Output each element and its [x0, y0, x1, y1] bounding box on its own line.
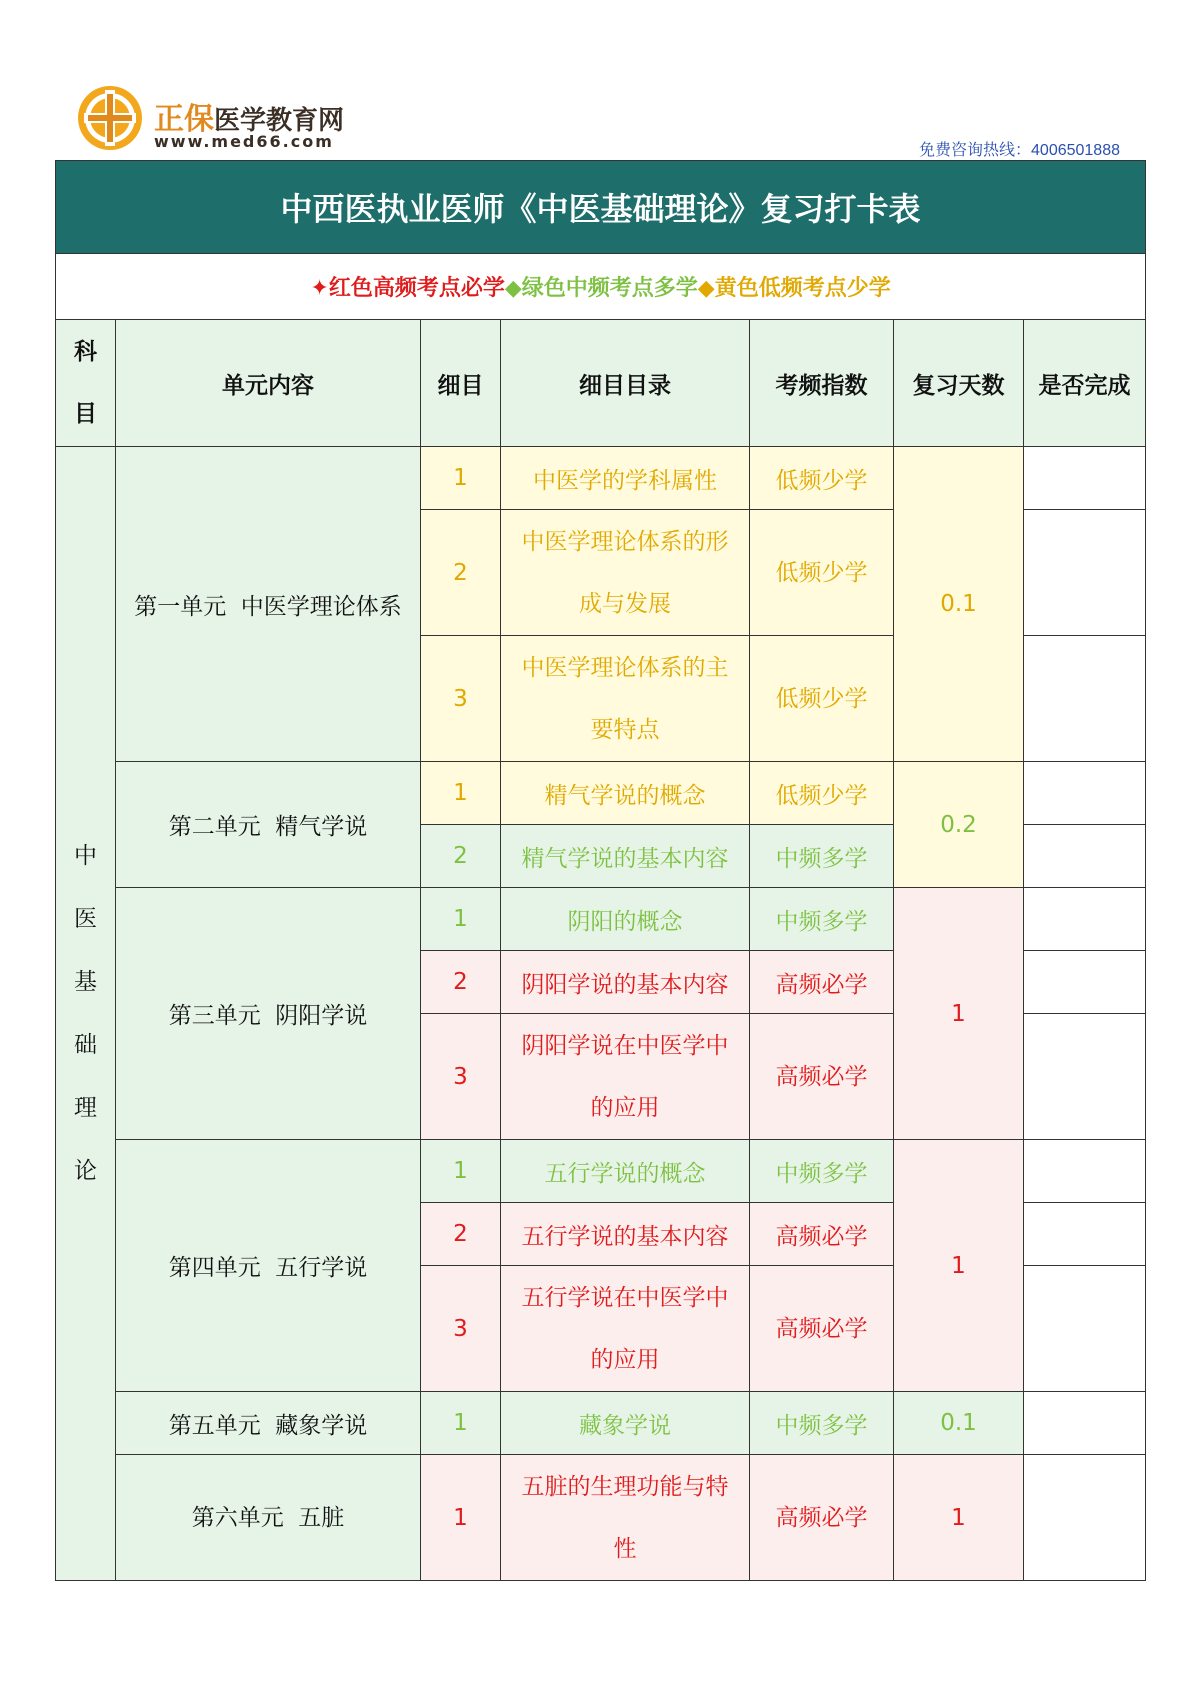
item-frequency: 低频少学 — [750, 636, 894, 762]
item-number: 3 — [421, 1266, 501, 1392]
review-days: 1 — [894, 1455, 1024, 1581]
completion-checkbox-cell[interactable] — [1024, 825, 1146, 888]
item-frequency: 低频少学 — [750, 762, 894, 825]
item-number: 3 — [421, 1014, 501, 1140]
header-days: 复习天数 — [894, 320, 1024, 447]
legend-yellow: 黄色低频考点少学 — [714, 276, 891, 301]
unit-name: 第五单元 藏象学说 — [116, 1392, 421, 1455]
brand-name-part1: 正保 — [154, 102, 214, 137]
unit-name: 第三单元 阴阳学说 — [116, 888, 421, 1140]
item-name: 中医学理论体系的形成与发展 — [501, 510, 750, 636]
item-frequency: 高频必学 — [750, 1014, 894, 1140]
header-subject-text: 科 目 — [74, 339, 97, 427]
item-number: 2 — [421, 825, 501, 888]
item-frequency: 高频必学 — [750, 1455, 894, 1581]
item-frequency: 高频必学 — [750, 1203, 894, 1266]
item-name: 中医学理论体系的主要特点 — [501, 636, 750, 762]
table-row — [56, 447, 1146, 510]
item-frequency: 中频多学 — [750, 1392, 894, 1455]
item-number: 2 — [421, 1203, 501, 1266]
item-frequency: 中频多学 — [750, 825, 894, 888]
table-row — [56, 1392, 1146, 1455]
item-name: 五行学说的基本内容 — [501, 1203, 750, 1266]
brand-logo — [76, 84, 376, 154]
unit-name: 第六单元 五脏 — [116, 1455, 421, 1581]
logo-cross-icon — [76, 84, 144, 152]
review-days: 1 — [894, 888, 1024, 1140]
item-name: 精气学说的概念 — [501, 762, 750, 825]
completion-checkbox-cell[interactable] — [1024, 762, 1146, 825]
item-frequency: 低频少学 — [750, 510, 894, 636]
review-days: 0.1 — [894, 447, 1024, 762]
table-row — [56, 888, 1146, 951]
header-catalog: 细目目录 — [501, 320, 750, 447]
item-number: 2 — [421, 951, 501, 1014]
item-name: 中医学的学科属性 — [501, 447, 750, 510]
header-subject — [56, 320, 116, 447]
item-name: 精气学说的基本内容 — [501, 825, 750, 888]
item-name: 阴阳学说在中医学中的应用 — [501, 1014, 750, 1140]
legend-yellow-icon: ◆ — [697, 276, 715, 301]
header-done: 是否完成 — [1024, 320, 1146, 447]
item-name: 五行学说的概念 — [501, 1140, 750, 1203]
item-number: 1 — [421, 888, 501, 951]
completion-checkbox-cell[interactable] — [1024, 1455, 1146, 1581]
item-name: 阴阳的概念 — [501, 888, 750, 951]
item-number: 1 — [421, 1392, 501, 1455]
completion-checkbox-cell[interactable] — [1024, 510, 1146, 636]
item-frequency: 中频多学 — [750, 888, 894, 951]
completion-checkbox-cell[interactable] — [1024, 636, 1146, 762]
header-frequency: 考频指数 — [750, 320, 894, 447]
legend-green-icon: ◆ — [504, 276, 522, 301]
item-name: 藏象学说 — [501, 1392, 750, 1455]
completion-checkbox-cell[interactable] — [1024, 1266, 1146, 1392]
checkin-table — [55, 160, 1146, 1581]
item-frequency: 高频必学 — [750, 951, 894, 1014]
table-title: 中西医执业医师《中医基础理论》复习打卡表 — [56, 161, 1146, 254]
item-name: 五脏的生理功能与特性 — [501, 1455, 750, 1581]
completion-checkbox-cell[interactable] — [1024, 888, 1146, 951]
item-number: 1 — [421, 762, 501, 825]
completion-checkbox-cell[interactable] — [1024, 1014, 1146, 1140]
header-item: 细目 — [421, 320, 501, 447]
item-frequency: 高频必学 — [750, 1266, 894, 1392]
completion-checkbox-cell[interactable] — [1024, 447, 1146, 510]
item-frequency: 中频多学 — [750, 1140, 894, 1203]
hotline — [919, 137, 1120, 160]
header-unit: 单元内容 — [116, 320, 421, 447]
legend — [56, 254, 1146, 320]
header-row — [56, 320, 1146, 447]
completion-checkbox-cell[interactable] — [1024, 1392, 1146, 1455]
completion-checkbox-cell[interactable] — [1024, 1140, 1146, 1203]
review-days: 0.2 — [894, 762, 1024, 888]
item-number: 1 — [421, 1455, 501, 1581]
unit-name: 第四单元 五行学说 — [116, 1140, 421, 1392]
item-frequency: 低频少学 — [750, 447, 894, 510]
completion-checkbox-cell[interactable] — [1024, 951, 1146, 1014]
subject-cell: 中 医 基 础 理 论 — [56, 447, 116, 1581]
unit-name: 第二单元 精气学说 — [116, 762, 421, 888]
item-number: 1 — [421, 447, 501, 510]
legend-red: 红色高频考点必学 — [328, 276, 505, 301]
item-number: 1 — [421, 1140, 501, 1203]
table-row — [56, 1455, 1146, 1581]
hotline-number: 4006501888 — [1031, 142, 1120, 159]
legend-red-icon: ✦ — [310, 276, 329, 301]
review-days: 1 — [894, 1140, 1024, 1392]
completion-checkbox-cell[interactable] — [1024, 1203, 1146, 1266]
item-name: 阴阳学说的基本内容 — [501, 951, 750, 1014]
item-number: 3 — [421, 636, 501, 762]
review-days: 0.1 — [894, 1392, 1024, 1455]
checkin-table-wrapper — [55, 160, 1145, 1581]
unit-name: 第一单元 中医学理论体系 — [116, 447, 421, 762]
hotline-label: 免费咨询热线： — [919, 140, 1032, 159]
table-row — [56, 1140, 1146, 1203]
item-name: 五行学说在中医学中的应用 — [501, 1266, 750, 1392]
item-number: 2 — [421, 510, 501, 636]
legend-green: 绿色中频考点多学 — [521, 276, 698, 301]
table-row — [56, 762, 1146, 825]
brand-url: www.med66.com — [154, 132, 334, 151]
brand-name-part2: 医学教育网 — [214, 106, 345, 136]
